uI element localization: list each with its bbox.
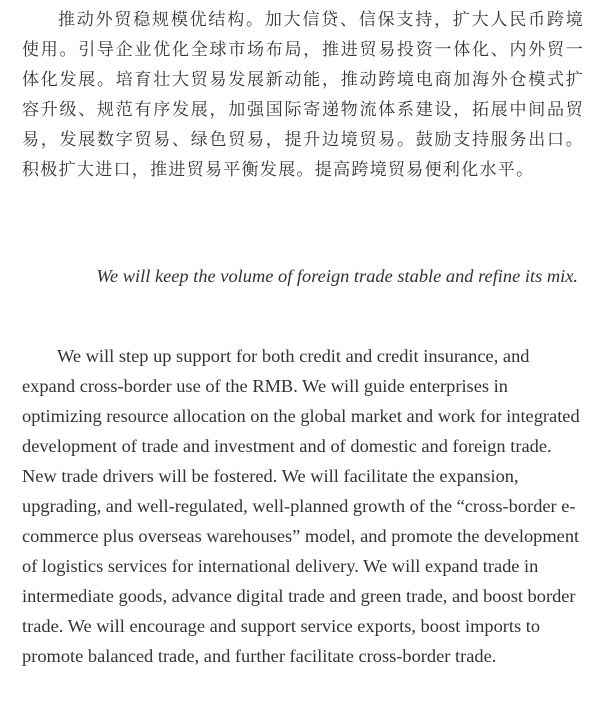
chinese-paragraph: 推动外贸稳规模优结构。加大信贷、信保支持，扩大人民币跨境使用。引导企业优化全球市场布局，推进贸易投资一体化、内外贸一体化发展。培育壮大贸易发展新动能，推动跨境电商加海外仓模式扩容升级、规范有序发展，加强国际寄递物流体系建设，拓展中间品贸易，发展数字贸易、绿色贸易，提升边境贸易。鼓励支持服务出口。积极扩大进口，推进贸易平衡发展。提高跨境贸易便利化水平。 (22, 10, 584, 180)
english-paragraph: We will step up support for both credit and credit insurance, and expand cross-border use of the RMB. We will guide enterprises in optimizing resource allocation on the global market and work for integrated development of trade and investment and of domestic and foreign trade. New trade drivers will be fostered. We will facilitate the expansion, upgrading, and well-regulated, well-planned growth of the “cross-border e-commerce plus overseas warehouses” model, and promote the development of logistics services for international delivery. We will expand trade in intermediate goods, advance digital trade and green trade, and boost border trade. We will encourage and support service exports, boost imports to promote balanced trade, and further facilitate cross-border trade. (22, 346, 580, 666)
english-subtitle: We will keep the volume of foreign trade stable and refine its mix. (96, 266, 578, 286)
